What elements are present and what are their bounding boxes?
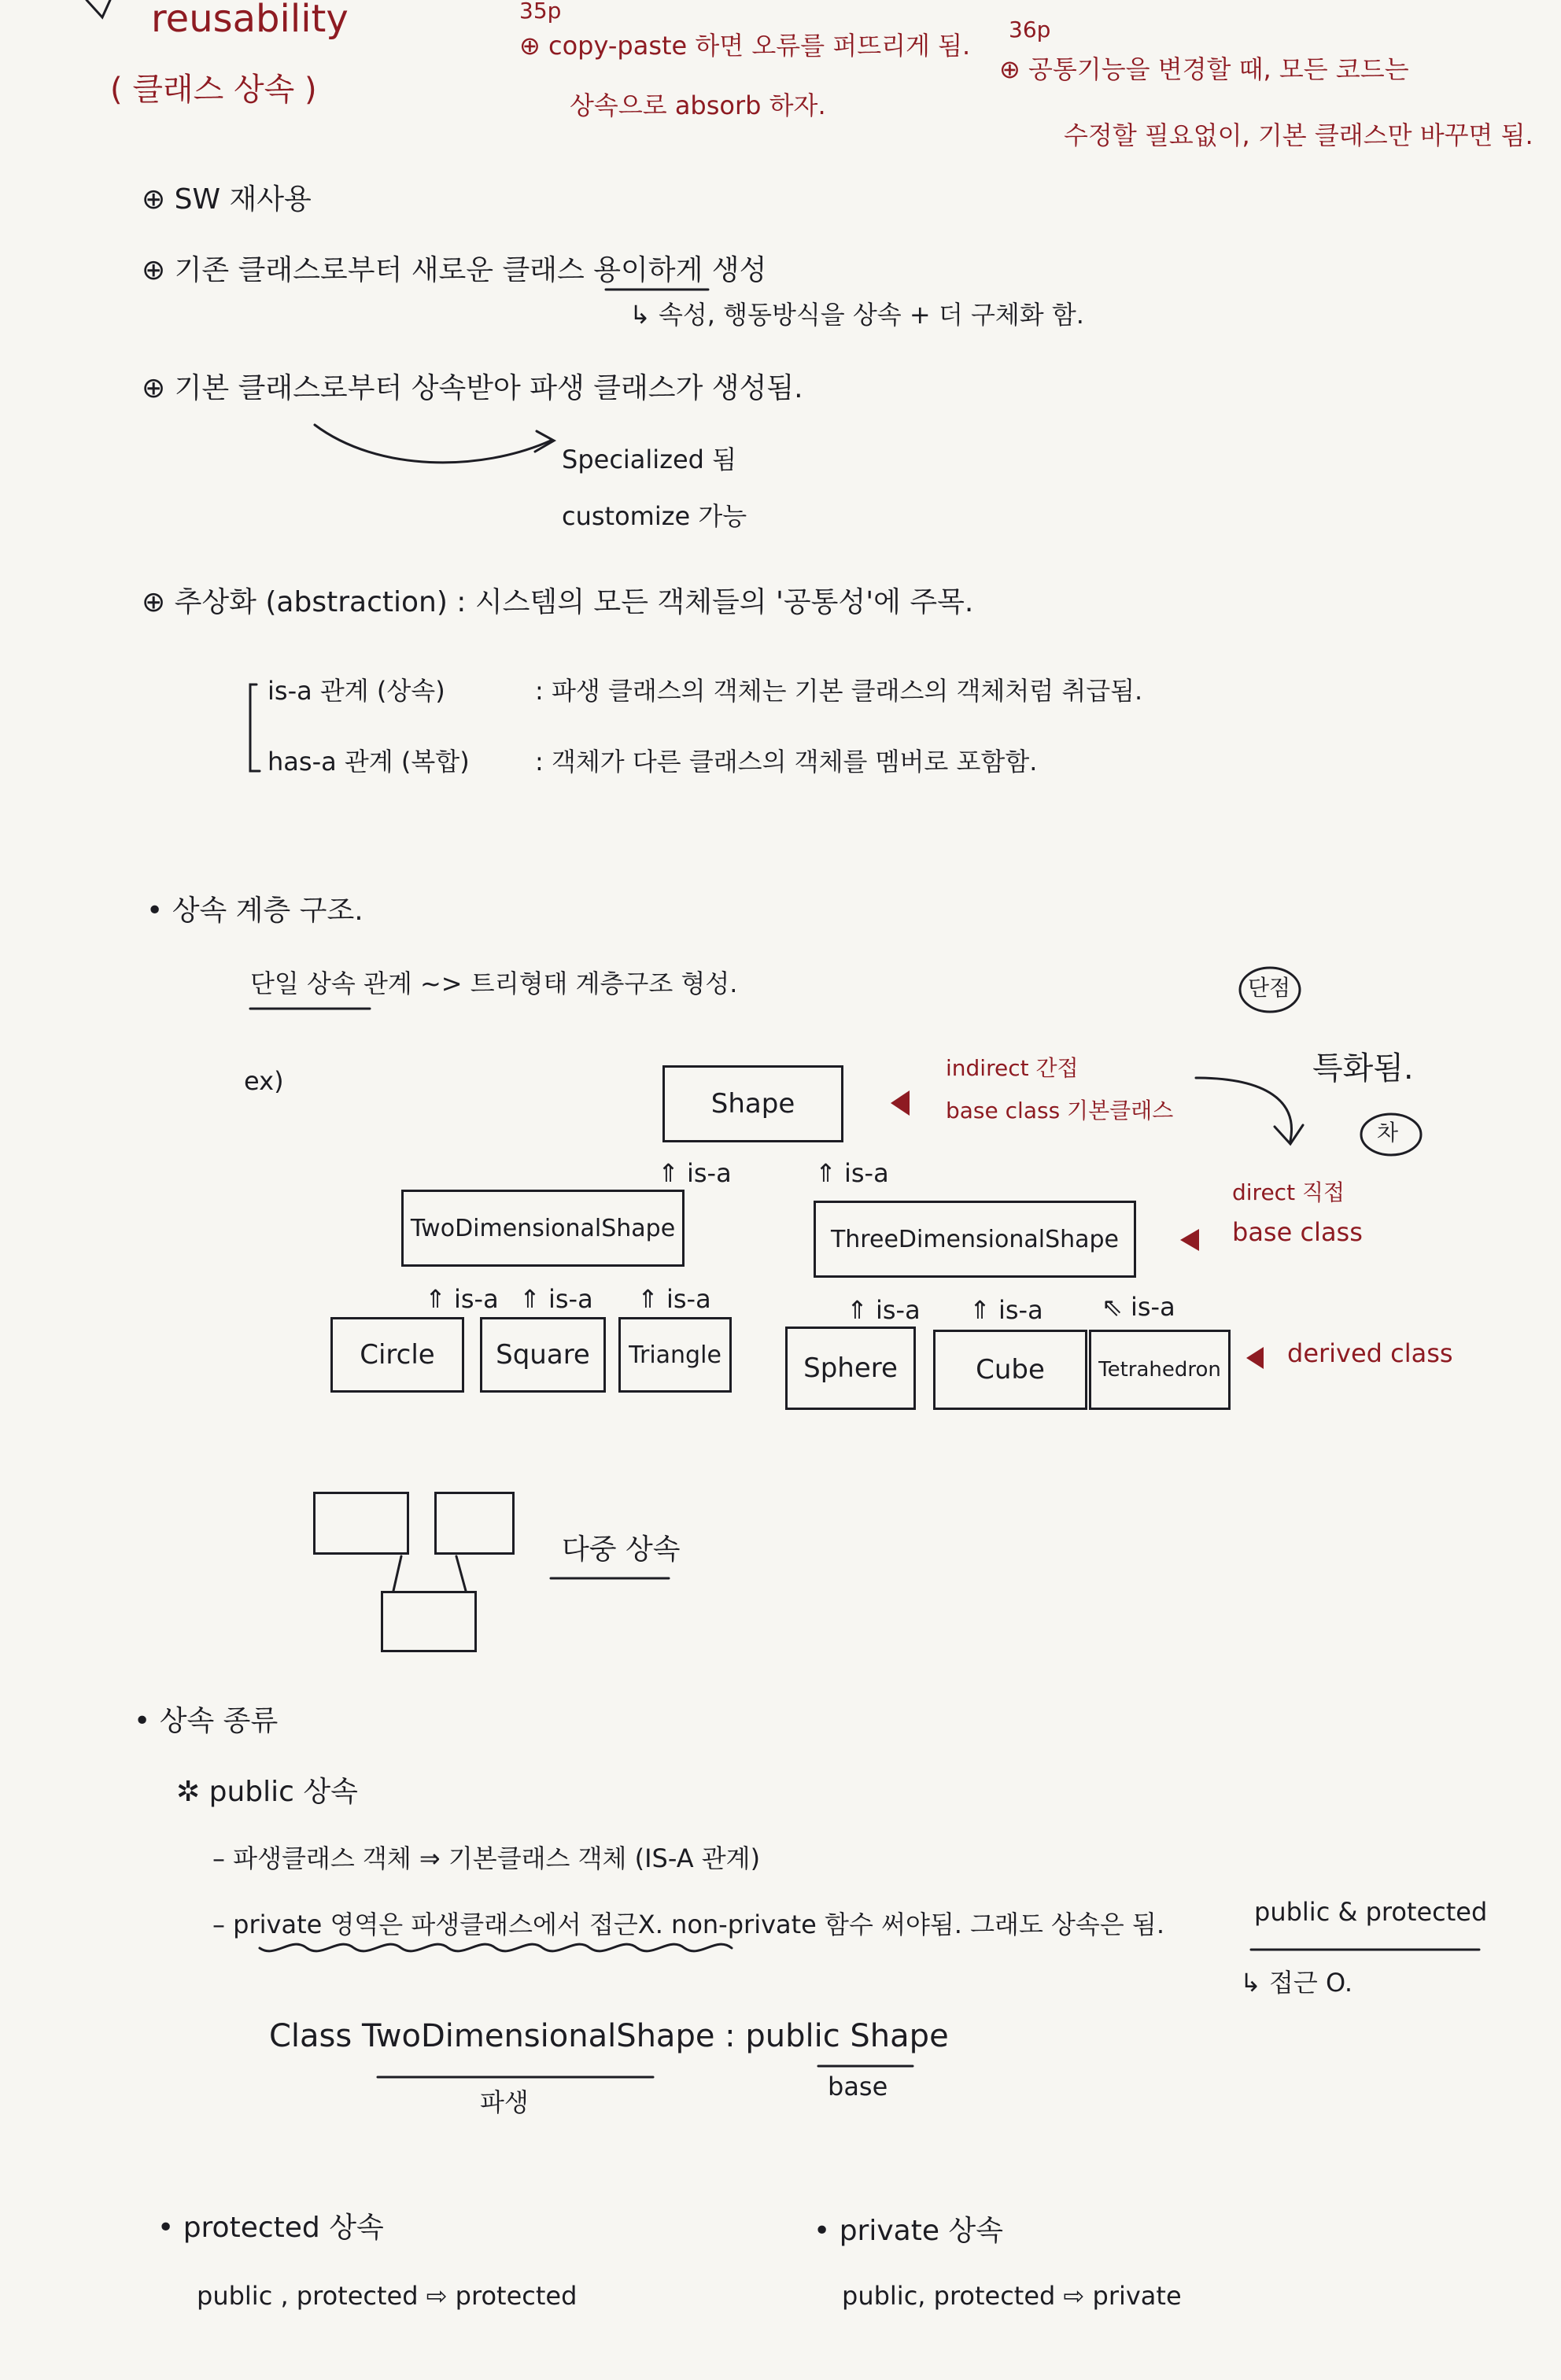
multiple-inheritance-label: 다중 상속 [562, 1533, 681, 1566]
indirect-base-class-label: base class 기본클래스 [946, 1098, 1174, 1124]
corner-check-mark [87, 0, 110, 17]
derived-arrow-icon [1246, 1347, 1264, 1369]
multi-arrow-left [393, 1556, 401, 1591]
wavy-underline-private [260, 1944, 732, 1951]
isa-label-square: ⇑ is-a [519, 1284, 593, 1314]
isa-label: is-a 관계 (상속) [268, 676, 445, 706]
direct-base-label: direct 직접 [1232, 1179, 1345, 1205]
hasa-description: : 객체가 다른 클래스의 객체를 멤버로 포함함. [535, 747, 1038, 777]
isa-label-triangle: ⇑ is-a [637, 1284, 711, 1314]
shape-box: Shape [662, 1065, 843, 1142]
tetrahedron-box: Tetrahedron [1089, 1330, 1231, 1410]
relation-bracket [250, 684, 260, 771]
isa-description: : 파생 클래스의 객체는 기본 클래스의 객체처럼 취급됨. [535, 676, 1143, 706]
derived-class-label: derived class [1287, 1338, 1453, 1368]
public-inheritance-label: ✲ public 상속 [176, 1776, 358, 1808]
example-label: ex) [244, 1066, 284, 1096]
point-create-class-sub: ↳ 속성, 행동방식을 상속 + 더 구체화 함. [629, 300, 1084, 330]
protected-inheritance-label: • protected 상속 [157, 2212, 384, 2244]
direct-base-class-label: base class [1232, 1217, 1363, 1247]
customize-note: customize 가능 [562, 501, 747, 531]
note-common-feature: ⊕ 공통기능을 변경할 때, 모든 코드는 [999, 54, 1409, 84]
private-inheritance-label: • private 상속 [814, 2215, 1003, 2247]
specialized-label: 특화됨. [1312, 1050, 1414, 1087]
access-ok-note: ↳ 접근 O. [1240, 1968, 1353, 1998]
class-declaration-code: Class TwoDimensionalShape : public Shape [269, 2018, 949, 2054]
three-dimensional-shape-box: ThreeDimensionalShape [814, 1201, 1136, 1278]
circle-note-top [1240, 968, 1300, 1012]
hasa-label: has-a 관계 (복합) [268, 747, 470, 777]
circled-note-bottom: 차 [1377, 1120, 1399, 1146]
page-ref-36: 36p [1009, 17, 1051, 42]
circled-note-top: 단점 [1248, 975, 1291, 1001]
isa-label-twod: ⇑ is-a [658, 1158, 732, 1188]
public-rule-isa: – 파생클래스 객체 ⇒ 기본클래스 객체 (IS-A 관계) [212, 1843, 761, 1873]
note-modify-base: 수정할 필요없이, 기본 클래스만 바꾸면 됨. [1064, 120, 1533, 150]
curve-arrow-specialized [315, 425, 551, 463]
cube-box: Cube [933, 1330, 1087, 1410]
sphere-box: Sphere [785, 1327, 916, 1410]
title-reusability: reusability [151, 0, 349, 41]
indirect-arrow-icon [891, 1090, 910, 1116]
note-absorb: 상속으로 absorb 하자. [570, 90, 826, 120]
square-box: Square [480, 1317, 606, 1393]
kinds-heading: • 상속 종류 [134, 1705, 279, 1737]
isa-label-circle: ⇑ is-a [425, 1284, 499, 1314]
two-dimensional-shape-box: TwoDimensionalShape [401, 1190, 685, 1267]
circle-note-bottom [1361, 1114, 1421, 1155]
base-annotation: base [828, 2072, 888, 2101]
triangle-box: Triangle [618, 1317, 732, 1393]
point-derived-class: ⊕ 기본 클래스로부터 상속받아 파생 클래스가 생성됨. [142, 372, 803, 404]
public-protected-note: public & protected [1254, 1897, 1488, 1927]
public-rule-private: – private 영역은 파생클래스에서 접근X. non-private 함수 써야됨. 그래도 상속은 됨. [212, 1910, 1165, 1939]
specialized-arrow-curve [1196, 1078, 1292, 1141]
page-ref-35: 35p [519, 0, 562, 24]
point-abstraction: ⊕ 추상화 (abstraction) : 시스템의 모든 객체들의 '공통성'에 주목. [142, 586, 974, 618]
specialized-arrow-head [1275, 1125, 1303, 1144]
note-copy-paste: ⊕ copy-paste 하면 오류를 퍼뜨리게 됨. [519, 31, 971, 61]
private-rule: public, protected ⇨ private [842, 2281, 1182, 2311]
direct-arrow-icon [1180, 1229, 1199, 1251]
indirect-base-label: indirect 간접 [946, 1055, 1079, 1081]
subtitle-class-inheritance: ( 클래스 상속 ) [110, 72, 317, 108]
specialized-note: Specialized 됨 [562, 445, 737, 474]
circle-box: Circle [330, 1317, 464, 1393]
isa-label-tetrahedron: ⇖ is-a [1102, 1292, 1175, 1322]
point-sw-reuse: ⊕ SW 재사용 [142, 183, 312, 216]
isa-label-cube: ⇑ is-a [969, 1295, 1043, 1325]
isa-label-sphere: ⇑ is-a [847, 1295, 921, 1325]
protected-rule: public , protected ⇨ protected [197, 2281, 578, 2311]
multi-arrow-right [456, 1556, 466, 1591]
derived-annotation: 파생 [480, 2087, 529, 2117]
isa-label-threed: ⇑ is-a [815, 1158, 889, 1188]
hierarchy-heading: • 상속 계층 구조. [146, 895, 363, 927]
point-create-class: ⊕ 기존 클래스로부터 새로운 클래스 용이하게 생성 [142, 254, 767, 286]
single-inheritance-note: 단일 상속 관계 ~> 트리형태 계층구조 형성. [250, 969, 738, 998]
curve-arrow-head [535, 431, 554, 452]
